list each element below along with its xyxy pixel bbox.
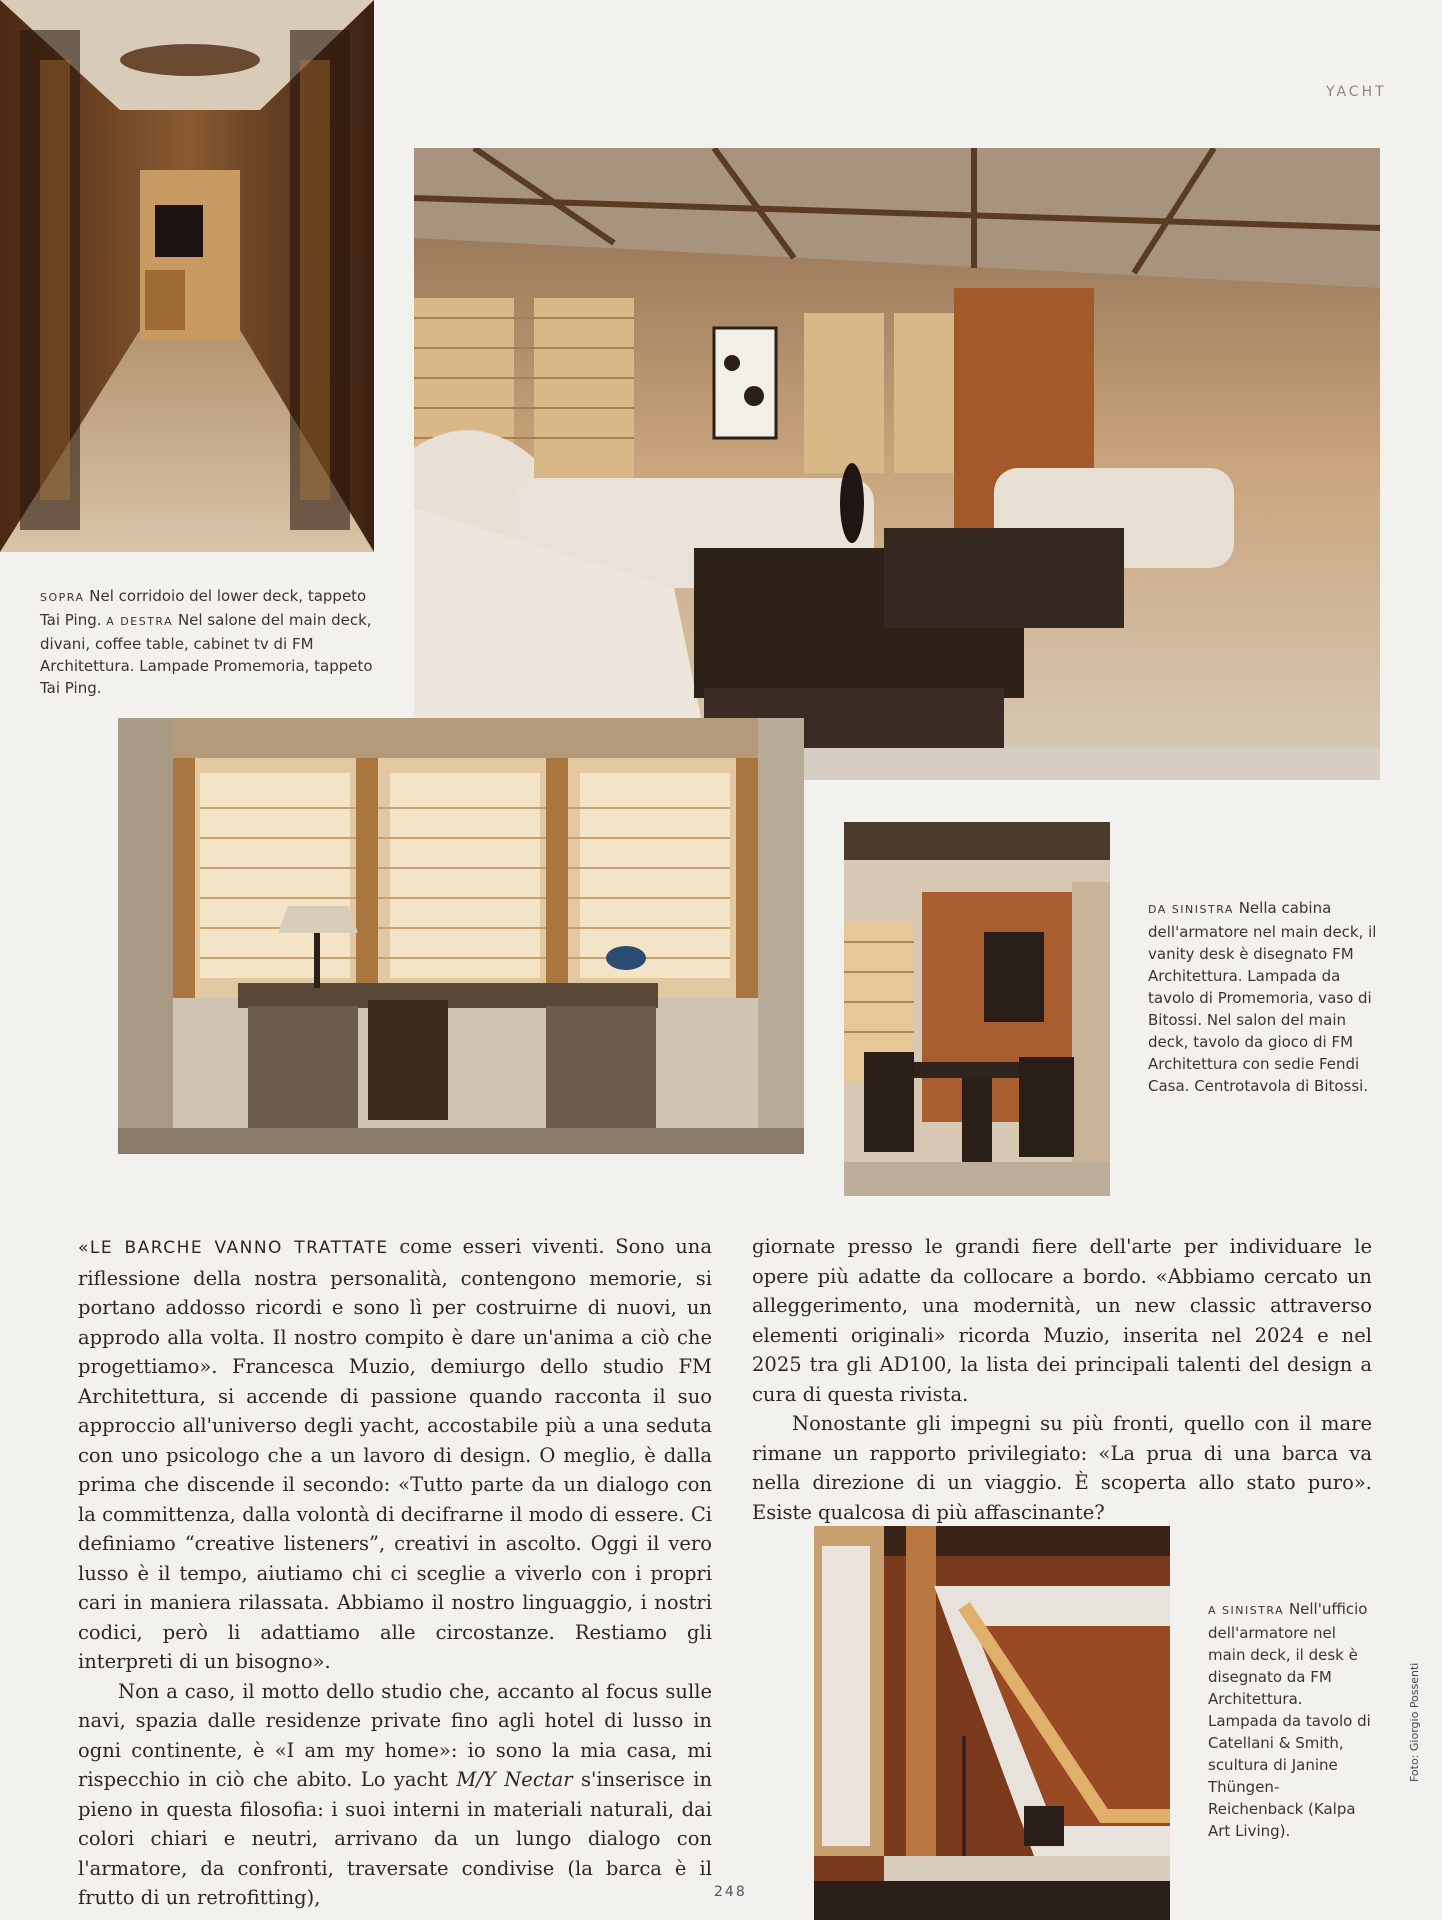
caption-top-left: [40, 585, 378, 699]
caption-text-right: Nel salone del main deck, divani, coffee table, cabinet tv di FM Architettura. Lampade Promemoria, tappeto Tai Ping.: [40, 611, 373, 697]
owner-cabin-photo: [118, 718, 804, 1154]
article-column-2: [752, 1232, 1372, 1527]
owner-office-photo: [814, 1526, 1170, 1920]
article-paragraph-1: [78, 1232, 712, 1677]
caption-text-cabin: Nella cabina dell'armatore nel main deck, il vanity desk è disegnato FM Architettura. Lampada da tavolo di Promemoria, vaso di Bitossi. Nel salon del main deck, tavolo da gioco di FM Architettura con sedie Fendi Casa. Centrotavola di Bitossi.: [1148, 899, 1377, 1095]
photo-credit: Foto: Giorgio Possenti: [1408, 1662, 1421, 1782]
caption-lead-left: A SINISTRA: [1208, 1604, 1285, 1617]
caption-text-above: Nel corridoio del lower deck, tappeto Tai Ping.: [40, 587, 367, 629]
yacht-name: M/Y Nectar: [456, 1768, 573, 1791]
article-paragraph-4: Nonostante gli impegni su più fronti, quello con il mare rimane un rapporto privilegiato: «La prua di una barca va nella direzione di un viaggio. È scoperta allo stato puro». Esiste qualcosa di più affascinante?: [752, 1412, 1372, 1524]
caption-text-office: Nell'ufficio dell'armatore nel main deck, il desk è disegnato da FM Architettura. Lampada da tavolo di Catellani & Smith, scultura di Janine Thüngen-Reichenback (Kalpa Art Living).: [1208, 1600, 1371, 1840]
article-paragraph-2: [78, 1677, 712, 1913]
article-opening-caps: «LE BARCHE VANNO TRATTATE: [78, 1238, 389, 1258]
game-table-photo: [844, 822, 1110, 1196]
caption-lead-from-left: DA SINISTRA: [1148, 903, 1234, 916]
caption-lead-right: A DESTRA: [106, 615, 174, 628]
corridor-photo: [0, 0, 374, 552]
article-paragraph-1-text: come esseri viventi. Sono una riflessione della nostra personalità, contengono memorie, si portano addosso ricordi e sono lì per costruirne di nuovi, un approdo alla volta. Il nostro compito è dare un'anima a ciò che progettiamo». Francesca Muzio, demiurgo dello studio FM Architettura, si accende di passione quando racconta il suo approccio all'universo degli yacht, accostabile più a una seduta con uno psicologo che a un lavoro di design. O meglio, è dalla prima che discende il secondo: «Tutto parte da un dialogo con la committenza, dalla volontà di decifrarne il modo di essere. Ci definiamo “creative listeners”, creativi in ascolto. Oggi il vero lusso è il tempo, aiutiamo chi ci sceglie a viverlo con i propri cari in maniera rilassata. Abbiamo il nostro linguaggio, i nostri codici, però li adattiamo alle circostanze. Restiamo gli interpreti di un bisogno».: [78, 1235, 712, 1673]
caption-lead-above: SOPRA: [40, 591, 85, 604]
caption-bottom-right: [1208, 1598, 1374, 1842]
article-paragraph-2-before: Non a caso, il motto dello studio che, accanto al focus sulle navi, spazia dalle residenze private fino agli hotel di lusso in ogni continente, è «I am my home»: io sono la mia casa, mi rispecchio in ciò che abito. Lo yacht: [78, 1679, 712, 1791]
section-tag: YACHT: [1326, 84, 1387, 100]
article-column-1: [78, 1232, 712, 1913]
caption-mid-right: [1148, 897, 1378, 1097]
article-paragraph-2-after: s'inserisce in pieno in questa filosofia: i suoi interni in materiali naturali, dai colori chiari e neutri, arrivano da un lungo dialogo con l'armatore, da confronti, traversate condivise (la barca è il frutto di un retrofitting),: [78, 1768, 713, 1909]
article-paragraph-3: giornate presso le grandi fiere dell'arte per individuare le opere più adatte da collocare a bordo. «Abbiamo cercato un alleggerimento, una modernità, un new classic attraverso elementi originali» ricorda Muzio, inserita nel 2024 e nel 2025 tra gli AD100, la lista dei principali talenti del design a cura di questa rivista.: [752, 1235, 1372, 1406]
page-number: 248: [714, 1884, 747, 1900]
main-salon-photo: [414, 148, 1380, 780]
